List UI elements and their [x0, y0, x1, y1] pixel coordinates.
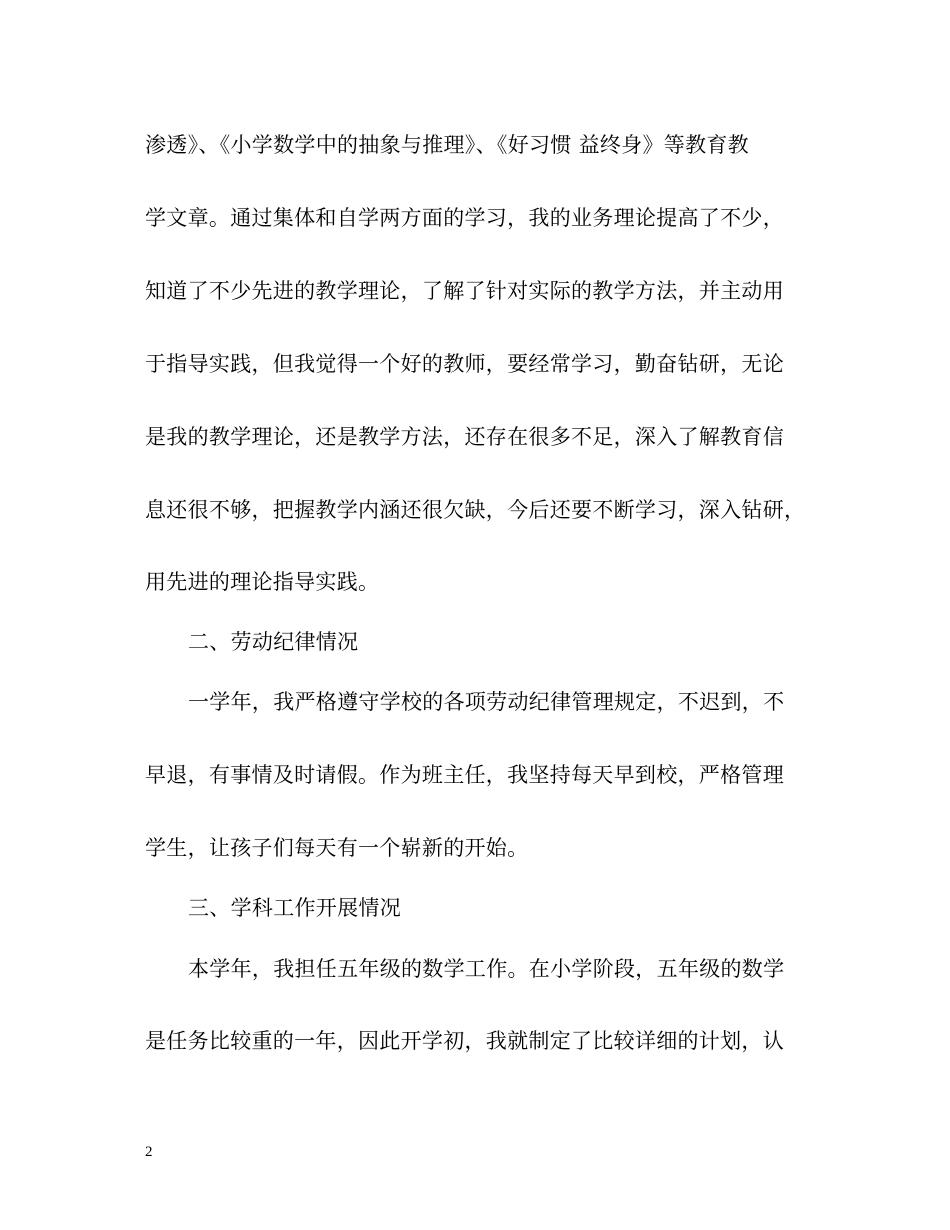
- text-line: 是任务比较重的一年，因此开学初，我就制定了比较详细的计划，认: [145, 1029, 784, 1053]
- section-heading: 三、学科工作开展情况: [188, 896, 401, 920]
- paragraph-first-line: 本学年，我担任五年级的数学工作。在小学阶段，五年级的数学: [188, 957, 785, 981]
- text-line: 学生，让孩子们每天有一个崭新的开始。: [145, 836, 529, 860]
- text-line: 学文章。通过集体和自学两方面的学习，我的业务理论提高了不少，: [145, 206, 784, 230]
- paragraph-first-line: 一学年，我严格遵守学校的各项劳动纪律管理规定，不迟到，不: [188, 690, 785, 714]
- text-line: 早退，有事情及时请假。作为班主任，我坚持每天早到校，严格管理: [145, 763, 784, 787]
- page-number: 2: [145, 1144, 153, 1160]
- text-line: 用先进的理论指导实践。: [145, 570, 380, 594]
- text-line: 知道了不少先进的教学理论，了解了针对实际的教学方法，并主动用: [145, 279, 784, 303]
- section-heading: 二、劳动纪律情况: [188, 630, 359, 654]
- text-line: 渗透》、《小学数学中的抽象与推理》、《好习惯 益终身》等教育教: [145, 133, 749, 157]
- text-line: 息还很不够，把握教学内涵还很欠缺，今后还要不断学习，深入钻研，: [145, 498, 806, 522]
- text-line: 是我的教学理论，还是教学方法，还存在很多不足，深入了解教育信: [145, 425, 784, 449]
- text-line: 于指导实践，但我觉得一个好的教师，要经常学习，勤奋钻研，无论: [145, 352, 784, 376]
